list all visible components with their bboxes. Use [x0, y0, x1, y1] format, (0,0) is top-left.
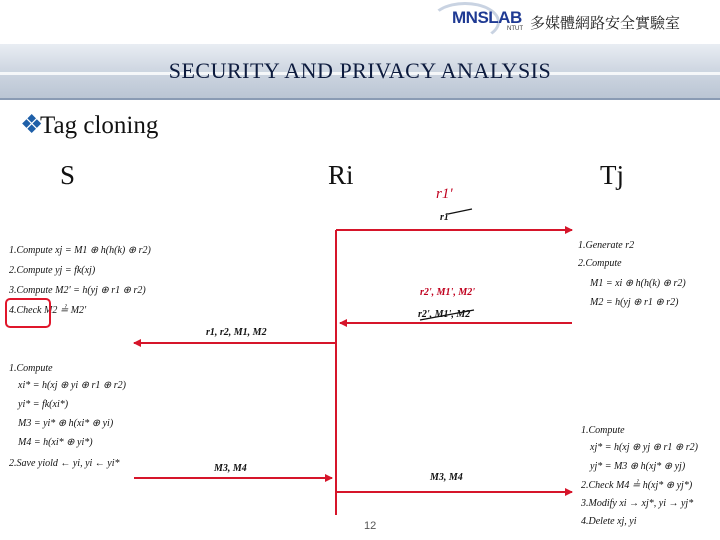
- lab-logo-subtitle: NTUT: [507, 26, 523, 32]
- tj-step-compute: 2.Compute: [578, 258, 622, 269]
- msg-from-server: M3, M4: [214, 463, 247, 474]
- lab-name: 多媒體網路安全實驗室: [530, 14, 681, 32]
- tj-update-line-4: 3.Modify xi → xj*, yi → yj*: [581, 498, 694, 509]
- msg-to-tag: M3, M4: [430, 472, 463, 483]
- tj-update-line-2: yj* = M3 ⊕ h(xj* ⊕ yj): [590, 461, 686, 472]
- msg-reader-forward-red: r2', M1', M2': [420, 287, 476, 298]
- server-update-heading: 1.Compute: [9, 363, 53, 374]
- server-step-4: 4.Check M2 ≟ M2': [9, 305, 87, 316]
- check-highlight-box: [5, 298, 51, 328]
- tj-update-line-1: xj* = h(xj ⊕ yj ⊕ r1 ⊕ r2): [590, 442, 698, 453]
- server-update-line-4: M4 = h(xi* ⊕ yi*): [18, 437, 93, 448]
- entity-tag-j: Tj: [600, 160, 624, 190]
- server-step-1: 1.Compute xj = M1 ⊕ h(h(k) ⊕ r2): [9, 245, 151, 256]
- tj-update-line-5: 4.Delete xj, yi: [581, 516, 637, 527]
- diamond-bullet-icon: ❖: [20, 110, 44, 139]
- slide-title: SECURITY AND PRIVACY ANALYSIS: [168, 58, 552, 83]
- tj-step-generate: 1.Generate r2: [578, 240, 635, 251]
- server-update-line-3: M3 = yi* ⊕ h(xi* ⊕ yi): [18, 418, 114, 429]
- lab-logo: MNSLAB: [452, 8, 522, 27]
- server-step-2: 2.Compute yj = fk(xj): [9, 265, 96, 276]
- tj-step-m1: M1 = xi ⊕ h(h(k) ⊕ r2): [590, 278, 686, 289]
- server-update-line-2: yi* = fk(xi*): [18, 399, 69, 410]
- tj-update-line-3: 2.Check M4 ≟ h(xj* ⊕ yj*): [581, 480, 693, 491]
- msg-r1: r1: [440, 212, 449, 223]
- server-step-3: 3.Compute M2' = h(yj ⊕ r1 ⊕ r2): [9, 285, 146, 296]
- page-number: 12: [364, 520, 377, 532]
- msg-to-server: r1, r2, M1, M2: [206, 327, 267, 338]
- entity-server: S: [60, 160, 76, 190]
- server-update-line-1: xi* = h(xj ⊕ yi ⊕ r1 ⊕ r2): [18, 380, 126, 391]
- msg-r1-prime: r1': [436, 186, 453, 202]
- msg-reader-forward: r2', M1', M2: [418, 309, 471, 320]
- bullet-tag-cloning: Tag cloning: [40, 112, 159, 139]
- entity-reader-i: Ri: [328, 160, 354, 190]
- server-update-line-5: 2.Save yiold ← yi, yi ← yi*: [9, 458, 120, 469]
- tj-step-m2: M2 = h(yj ⊕ r1 ⊕ r2): [590, 297, 679, 308]
- r1-pointer-line: [448, 209, 472, 214]
- tj-update-heading: 1.Compute: [581, 425, 625, 436]
